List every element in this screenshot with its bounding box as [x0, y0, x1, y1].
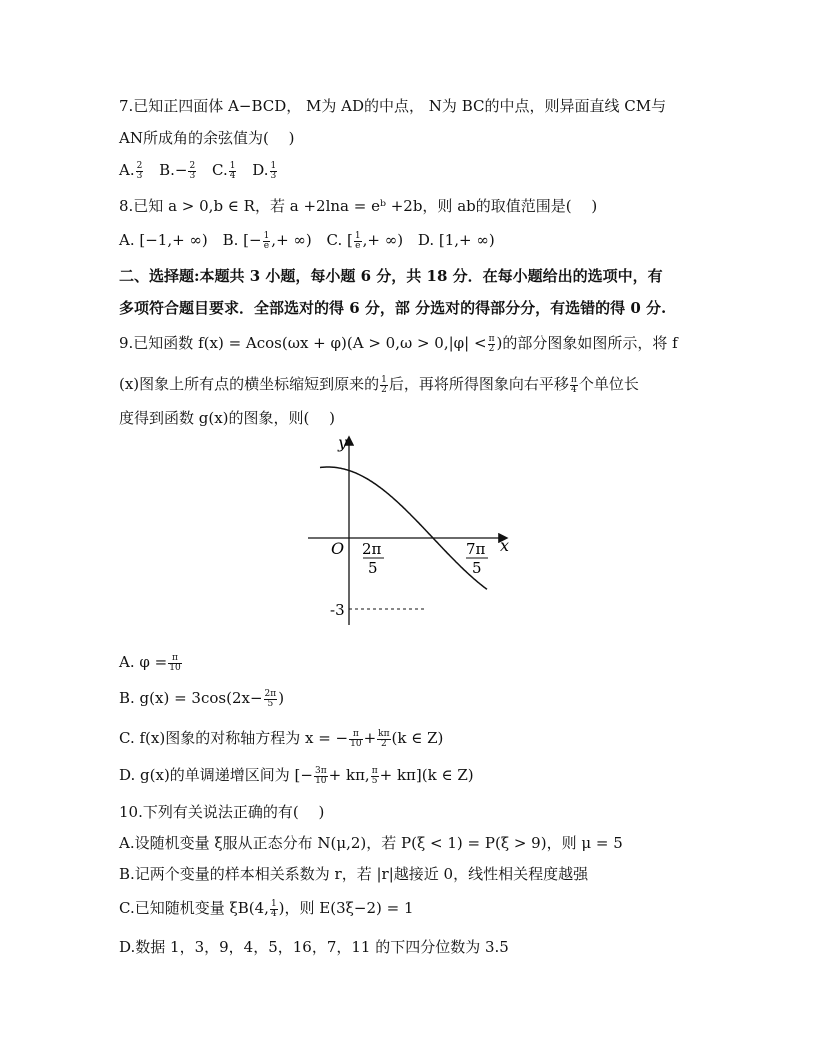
tick2-den: 5 — [472, 559, 482, 577]
cosine-curve — [320, 467, 487, 589]
q7-option-d: D. $\frac{1}{3}$ — [252, 160, 277, 181]
q7-option-c: C. $\frac{1}{4}$ — [212, 160, 236, 181]
section2-line2: 多项符合题目要求．全部选对的得 6 分，部 分选对的得部分分，有选错的得 0 分. — [119, 299, 667, 317]
tick1-den: 5 — [368, 559, 378, 577]
q7-line1: 7.已知正四面体 A−BCD， M为 AD的中点， N为 BC的中点，则异面直线 CM与 — [119, 97, 667, 115]
q9-line2: (x)图象上所有点的横坐标缩短到原来的 $\frac{1}{2}$ 后，再将所得图象向右平移 $\frac{\pi}{4}$ 个单位长 — [119, 374, 639, 395]
q7-line2: AN所成角的余弦值为( ) — [119, 129, 295, 147]
q8-option-d: D. [1,+ ∞) — [417, 231, 495, 249]
q9-line3: 度得到函数 g(x)的图象，则( ) — [119, 409, 336, 427]
q7-option-a: A. $\frac{2}{3}$ — [119, 160, 143, 181]
q10-option-a: A.设随机变量 ξ服从正态分布 N(μ,2)，若 P(ξ < 1) = P(ξ > 9)，则 μ = 5 — [119, 834, 623, 852]
q9-option-d: D. g(x)的单调递增区间为 [− $\frac{3\pi}{10}$ + kπ, $\frac{\pi}{5}$ + kπ](k ∈ Z) — [119, 765, 474, 786]
q10-option-d: D.数据 1，3，9，4，5，16，7，11 的下四分位数为 3.5 — [119, 938, 509, 956]
y-axis-label: y — [338, 433, 348, 452]
q9-line1: 9.已知函数 f(x) = Acos(ωx + φ)(A > 0,ω > 0,|φ| < $\frac{\pi}{2}$ )的部分图象如图所示，将 f — [119, 333, 678, 354]
q10-option-b: B.记两个变量的样本相关系数为 r，若 |r|越接近 0，线性相关程度越强 — [119, 865, 589, 883]
x-axis-label: x — [500, 536, 510, 555]
tick2-num: 7π — [466, 540, 486, 558]
q7-option-b: B.− $\frac{2}{3}$ — [159, 160, 196, 181]
q8-option-b: B. [− $\frac{1}{e}$ ,+ ∞) — [222, 230, 312, 251]
q8-option-a: A. [−1,+ ∞) — [119, 231, 208, 249]
q9-option-b: B. g(x) = 3cos(2x− $\frac{2\pi}{5}$ ) — [119, 688, 285, 709]
q10-option-c: C.已知随机变量 ξB(4, $\frac{1}{4}$ )，则 E(3ξ−2) = 1 — [119, 898, 414, 919]
origin-label: O — [331, 539, 345, 558]
tick1-num: 2π — [362, 540, 382, 558]
q7-options — [119, 160, 288, 181]
q8-line1: 8.已知 a > 0,b ∈ R，若 a +2lna = eᵇ +2b，则 ab的取值范围是( ) — [119, 197, 598, 215]
section2-line1: 二、选择题:本题共 3 小题，每小题 6 分，共 18 分．在每小题给出的选项中，有 — [119, 267, 663, 285]
q9-function-graph — [300, 430, 520, 630]
q8-options — [119, 230, 505, 251]
q9-option-a: A. φ = $\frac{\pi}{10}$ — [119, 652, 181, 673]
min-label: -3 — [330, 601, 345, 619]
q10-line1: 10.下列有关说法正确的有( ) — [119, 803, 325, 821]
q9-option-c: C. f(x)图象的对称轴方程为 x = − $\frac{\pi}{10}$ + $\frac{k\pi}{2}$ (k ∈ Z) — [119, 728, 444, 749]
q8-option-c: C. [ $\frac{1}{e}$ ,+ ∞) — [326, 230, 404, 251]
